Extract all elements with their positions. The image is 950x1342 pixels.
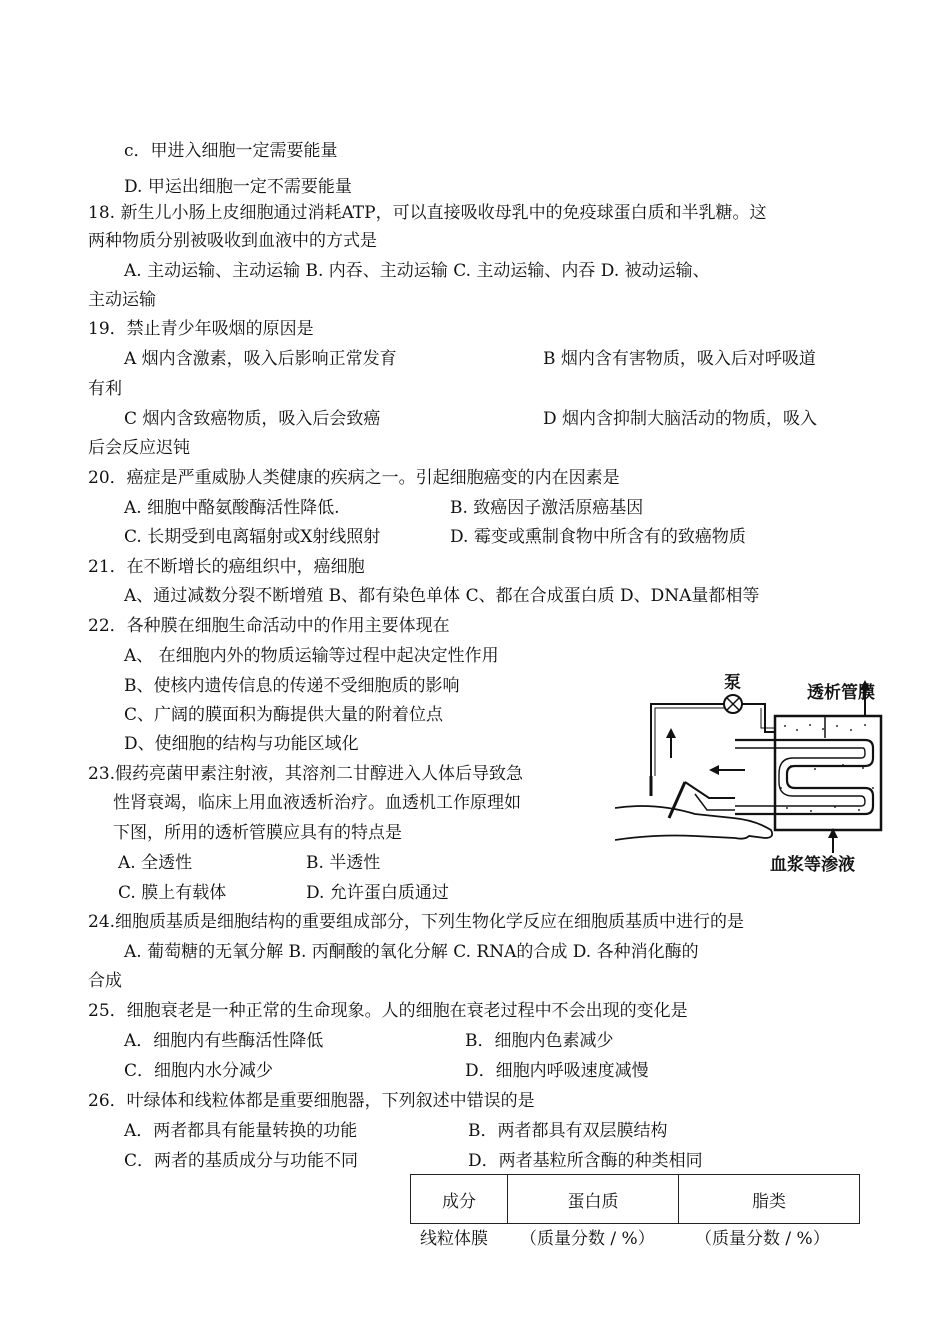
text-line: 25．细胞衰老是一种正常的生命现象。人的细胞在衰老过程中不会出现的变化是 [88,1001,688,1021]
table-header-row [411,1175,860,1224]
text-line: C 烟内含致癌物质，吸入后会致癌 [124,409,381,429]
text-line: 后会反应迟钝 [88,438,190,458]
dialysis-tube [735,740,873,814]
text-line: 21．在不断增长的癌组织中，癌细胞 [88,557,365,577]
table-cell: （质量分数 / %） [695,1229,830,1249]
text-line: C．两者的基质成分与功能不同 [124,1151,359,1171]
text-line: 主动运输 [88,290,156,310]
table-cell: （质量分数 / %） [520,1229,655,1249]
text-line: D、使细胞的结构与功能区域化 [124,734,359,754]
text-line: A、通过减数分裂不断增殖 B、都有染色单体 C、都在合成蛋白质 D、DNA量都相等 [124,586,760,606]
text-line: 性肾衰竭，临床上用血液透析治疗。血透机工作原理如 [113,793,521,813]
text-line: D. 甲运出细胞一定不需要能量 [124,177,352,197]
text-line: A、 在细胞内外的物质运输等过程中起决定性作用 [124,646,499,666]
text-line: B．两者都具有双层膜结构 [468,1121,668,1141]
text-line: 有利 [88,379,122,399]
arm [615,806,772,840]
text-line: A．细胞内有些酶活性降低 [124,1031,324,1051]
table-header-cell: 脂类 [679,1175,860,1224]
table-cell: 线粒体膜 [420,1229,488,1249]
text-line: B、使核内遗传信息的传递不受细胞质的影响 [124,676,460,696]
text-line: C. 膜上有载体 [118,883,227,903]
text-line: B. 半透性 [306,853,381,873]
text-line: D．细胞内呼吸速度减慢 [465,1061,649,1081]
pump-label: 泵 [724,673,741,693]
text-line: B. 致癌因子激活原癌基因 [450,498,644,518]
text-line: A. 全透性 [118,853,193,873]
text-line: 26．叶绿体和线粒体都是重要细胞器，下列叙述中错误的是 [88,1091,535,1111]
text-line: 23.假药亮菌甲素注射液，其溶剂二甘醇进入人体后导致急 [88,764,524,784]
text-line: A. 主动运输、主动运输 B. 内吞、主动运输 C. 主动运输、内吞 D. 被动运输、 [124,261,710,281]
text-line: D 烟内含抑制大脑活动的物质，吸入 [543,409,818,429]
text-line: 两种物质分别被吸收到血液中的方式是 [88,231,377,251]
text-line: C．细胞内水分减少 [124,1061,274,1081]
text-line: A．两者都具有能量转换的功能 [124,1121,358,1141]
fluid-label: 血浆等渗液 [770,855,855,875]
text-line: 20．癌症是严重威胁人类健康的疾病之一。引起细胞癌变的内在因素是 [88,468,620,488]
text-line: D. 允许蛋白质通过 [306,883,449,903]
text-line: A. 细胞中酪氨酸酶活性降低. [124,498,340,518]
text-line: 合成 [88,971,122,991]
text-line: D. 霉变或熏制食物中所含有的致癌物质 [450,527,746,547]
text-line: 19．禁止青少年吸烟的原因是 [88,319,314,339]
membrane-composition-table [410,1174,860,1224]
text-line: A 烟内含激素，吸入后影响正常发育 [124,349,397,369]
text-line: A. 葡萄糖的无氧分解 B. 丙酮酸的氧化分解 C. RNA的合成 D. 各种消化酶的 [124,942,699,962]
text-line: D．两者基粒所含酶的种类相同 [468,1151,703,1171]
membrane-label: 透析管膜 [807,683,875,703]
dialysis-diagram [615,668,885,873]
text-line: C、广阔的膜面积为酶提供大量的附着位点 [124,705,444,725]
text-line: 18. 新生儿小肠上皮细胞通过消耗ATP，可以直接吸收母乳中的免疫球蛋白质和半乳糖。这 [88,203,767,223]
text-line: B 烟内含有害物质，吸入后对呼吸道 [543,349,816,369]
text-line: 下图，所用的透析管膜应具有的特点是 [113,823,402,843]
text-line: 24.细胞质基质是细胞结构的重要组成部分，下列生物化学反应在细胞质基质中进行的是 [88,912,745,932]
text-line: C. 长期受到电离辐射或X射线照射 [124,527,381,547]
table-header-cell: 成分 [411,1175,508,1224]
text-line: 22．各种膜在细胞生命活动中的作用主要体现在 [88,616,450,636]
text-line: c．甲进入细胞一定需要能量 [124,141,338,161]
table-header-cell: 蛋白质 [508,1175,679,1224]
text-line: B．细胞内色素减少 [465,1031,614,1051]
